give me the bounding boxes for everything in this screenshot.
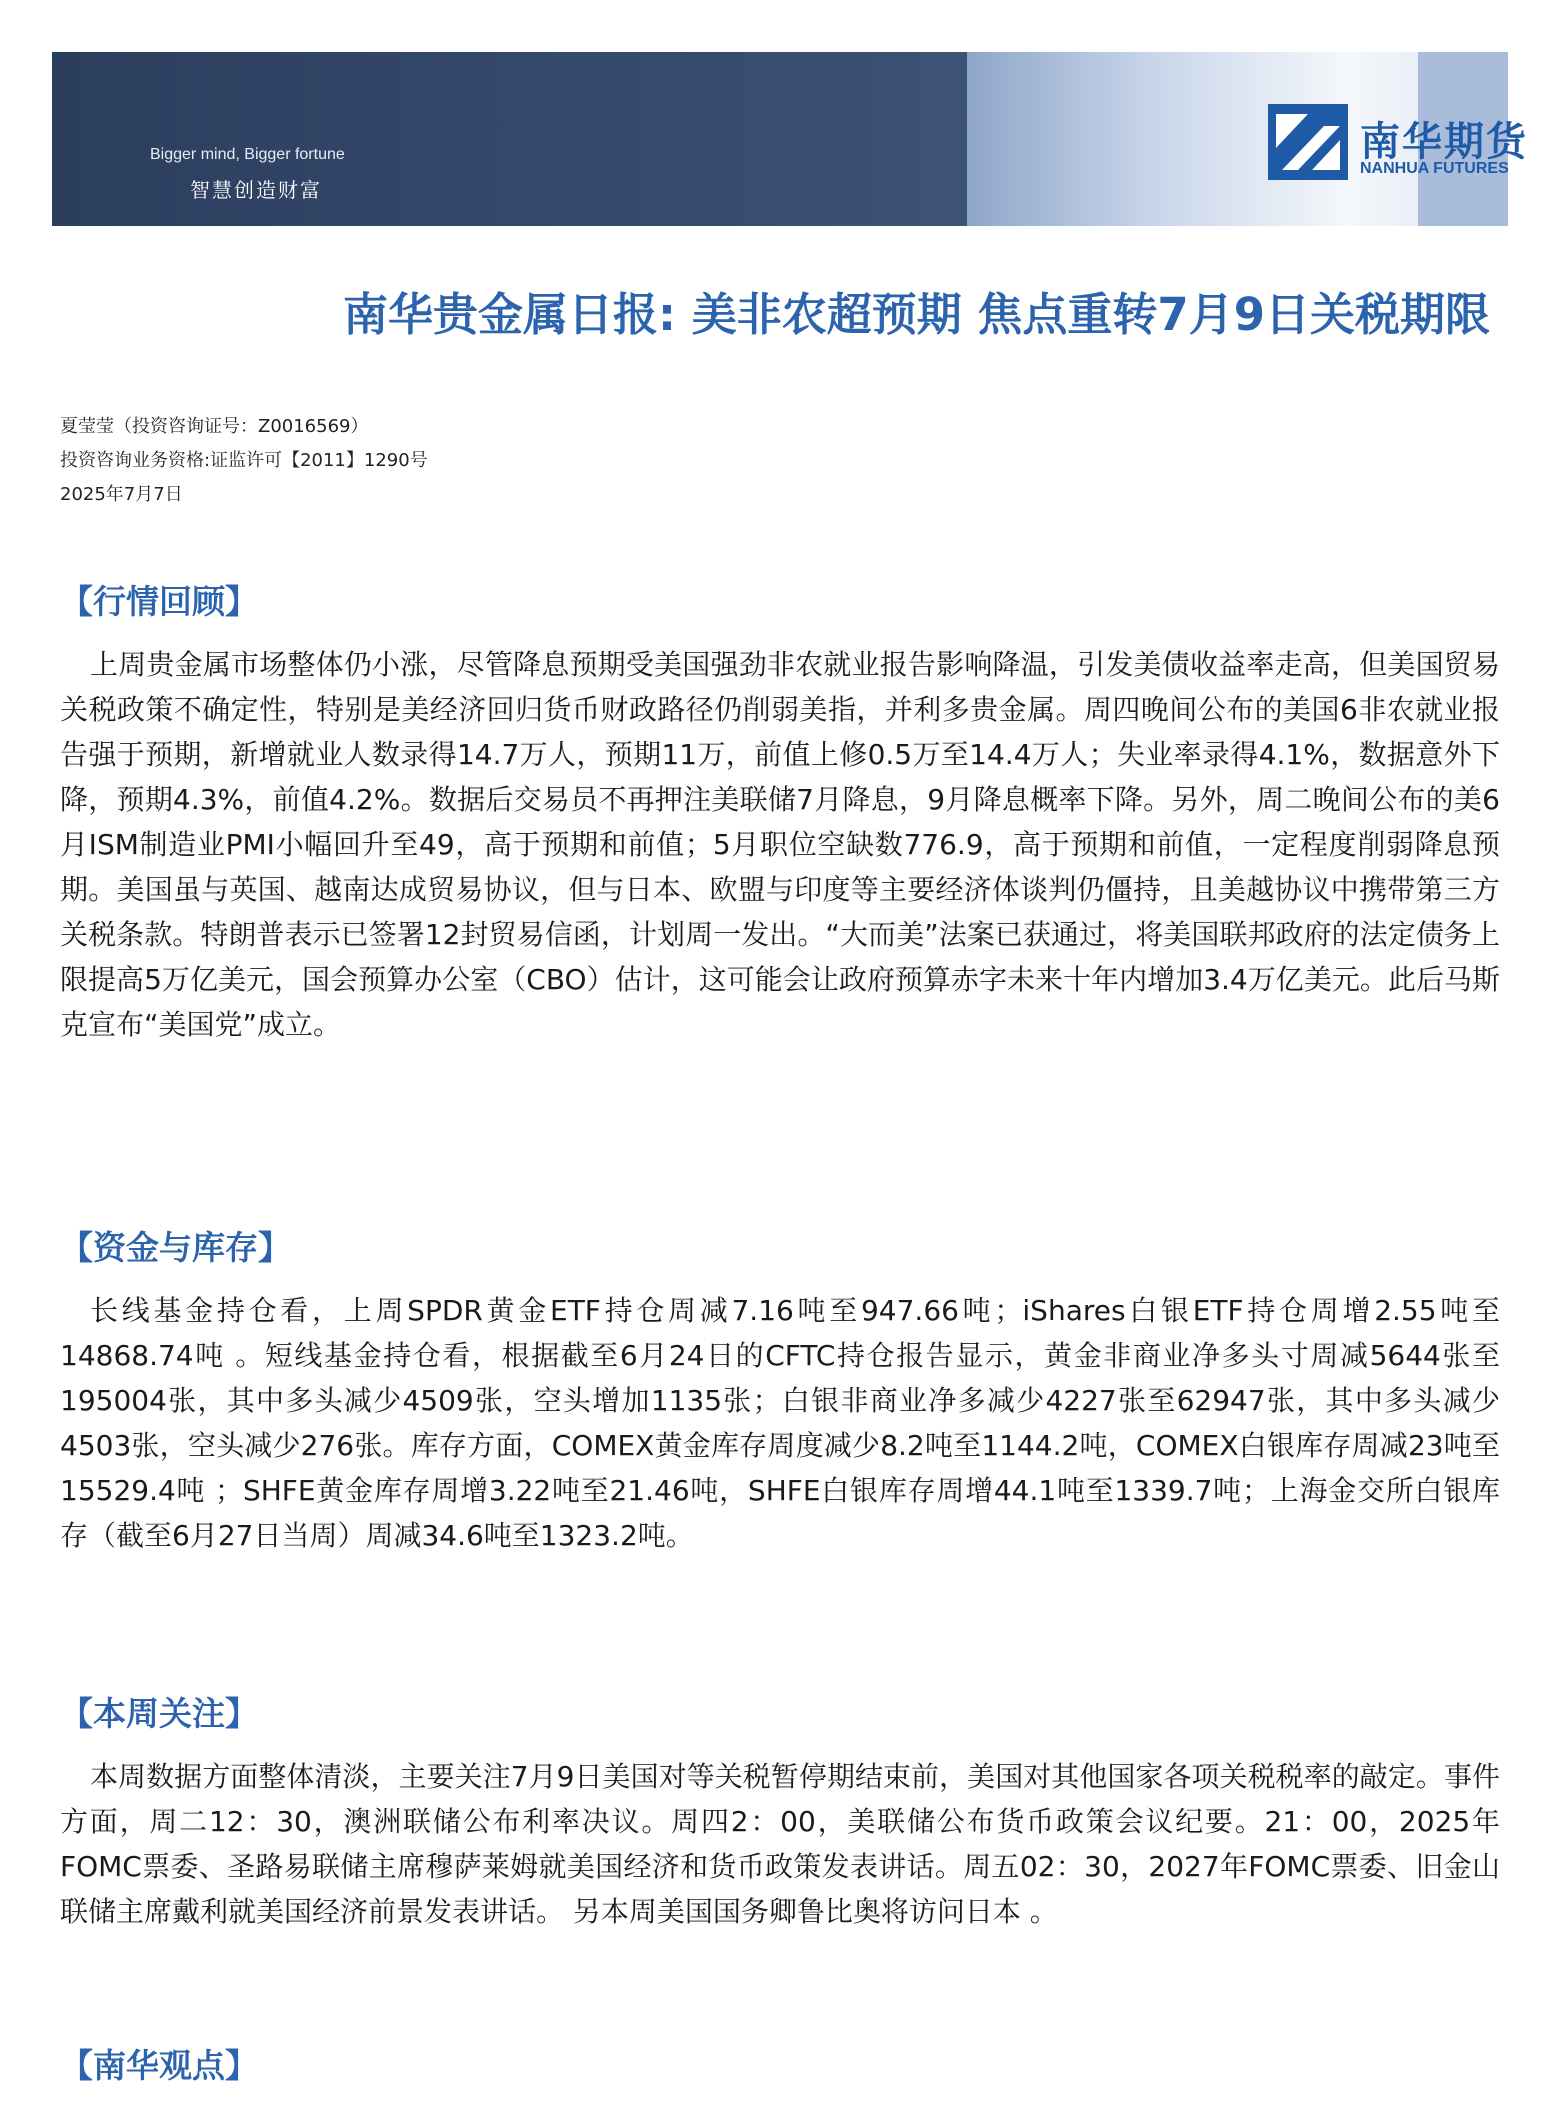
slogan-english: Bigger mind, Bigger fortune <box>150 146 345 163</box>
slogan-chinese: 智慧创造财富 <box>190 178 322 202</box>
report-date: 2025年7月7日 <box>60 484 183 505</box>
section-body: 上周贵金属市场整体仍小涨，尽管降息预期受美国强劲非农就业报告影响降温，引发美债收益率走高，但美国贸易关税政策不确定性，特别是美经济回归货币财政路径仍削弱美指，并利多贵金属。周四晚间公布的美国6非农就业报告强于预期，新增就业人数录得14.7万人，预期11万，前值上修0.5万至14.4万人；失业率录得4.1%，数据意外下降，预期4.3%，前值4.2%。数据后交易员不再押注美联储7月降息，9月降息概率下降。另外，周二晚间公布的美6月ISM制造业PMI小幅回升至49，高于预期和前值；5月职位空缺数776.9，高于预期和前值，一定程度削弱降息预期。美国虽与英国、越南达成贸易协议，但与日本、欧盟与印度等主要经济体谈判仍僵持，且美越协议中携带第三方关税条款。特朗普表示已签署12封贸易信函，计划周一发出。“大而美”法案已获通过，将美国联邦政府的法定债务上限提高5万亿美元，国会预算办公室（CBO）估计，这可能会让政府预算赤字未来十年内增加3.4万亿美元。此后马斯克宣布“美国党”成立。 <box>60 648 1500 1041</box>
section-funds-inventory <box>60 1222 1500 1558</box>
section-weekly-focus <box>60 1688 1500 1934</box>
section-body: 本周数据方面整体清淡，主要关注7月9日美国对等关税暂停期结束前，美国对其他国家各项关税税率的敲定。事件方面，周二12：30，澳洲联储公布利率决议。周四2：00，美联储公布货币政策会议纪要。21：00，2025年FOMC票委、圣路易联储主席穆萨莱姆就美国经济和货币政策发表讲话。周五02：30，2027年FOMC票委、旧金山联储主席戴利就美国经济前景发表讲话。 另本周美国国务卿鲁比奥将访问日本 。 <box>60 1760 1500 1928</box>
page-title: 南华贵金属日报: 美非农超预期 焦点重转7月9日关税期限 <box>343 288 1490 341</box>
section-heading: 【资金与库存】 <box>60 1228 291 1267</box>
logo-english: NANHUA FUTURES <box>1360 160 1509 177</box>
section-body: 长线基金持仓看，上周SPDR黄金ETF持仓周减7.16吨至947.66吨；iShares白银ETF持仓周增2.55吨至14868.74吨 。短线基金持仓看，根据截至6月24日的CFTC持仓报告显示，黄金非商业净多头寸周减5644张至195004张，其中多头减少4509张，空头增加1135张；白银非商业净多减少4227张至62947张，其中多头减少4503张，空头减少276张。库存方面，COMEX黄金库存周度减少8.2吨至1144.2吨，COMEX白银库存周减23吨至15529.4吨 ；SHFE黄金库存周增3.22吨至21.46吨，SHFE白银库存周增44.1吨至1339.7吨；上海金交所白银库存（截至6月27日当周）周减34.6吨至1323.2吨。 <box>60 1294 1500 1552</box>
section-heading: 【行情回顾】 <box>60 582 258 621</box>
section-heading: 【本周关注】 <box>60 1694 258 1733</box>
section-market-review <box>60 576 1500 1047</box>
license-line: 投资咨询业务资格:证监许可【2011】1290号 <box>60 450 428 471</box>
author-line: 夏莹莹（投资咨询证号：Z0016569） <box>60 416 369 437</box>
section-nanhua-view <box>60 2040 1500 2092</box>
section-heading: 【南华观点】 <box>60 2046 258 2085</box>
logo-chinese: 南华期货 <box>1360 119 1528 165</box>
nanhua-logo-icon <box>1268 104 1348 180</box>
